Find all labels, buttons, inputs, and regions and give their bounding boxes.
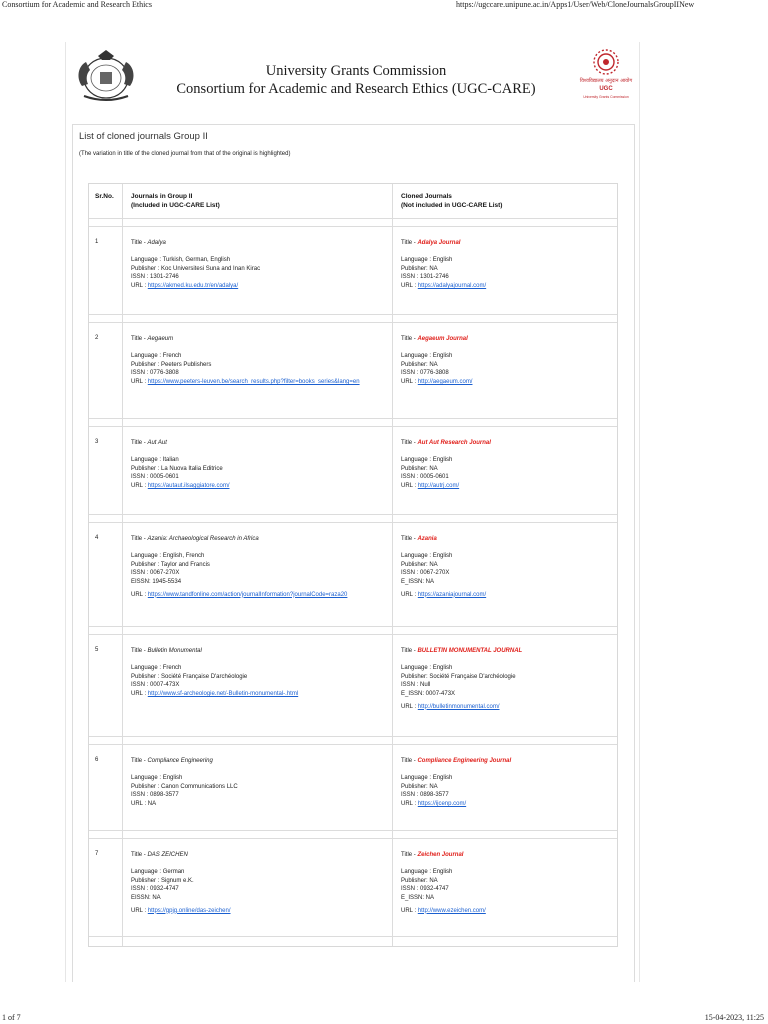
journal-language: Language : English <box>131 775 183 782</box>
journal-issn: ISSN : 0932-4747 <box>131 886 179 893</box>
clone-issn: ISSN : 0932-4747 <box>401 886 449 893</box>
clone-url-link[interactable]: http://www.ezeichen.com/ <box>417 907 486 914</box>
row-divider <box>89 736 617 737</box>
clone-url: URL : https://azaniajournal.com/ <box>401 591 487 598</box>
cloned-journal <box>401 335 611 387</box>
journal-publisher: Publisher : Société Française D'archéologie <box>131 673 248 680</box>
clone-url: URL : http://autrj.com/ <box>401 482 460 489</box>
journal-title: Title - Aegaeum <box>131 336 174 342</box>
row-divider <box>89 838 617 839</box>
journal-title: Title - Azania: Archaeological Research in Africa <box>131 536 259 542</box>
journal-issn: ISSN : 0067-270X <box>131 570 180 577</box>
clone-url: URL : http://www.ezeichen.com/ <box>401 907 486 914</box>
clone-url-link[interactable]: http://bulletinmonumental.com/ <box>417 703 500 710</box>
journal-language: Language : Italian <box>131 457 179 464</box>
journal-issn: ISSN : 1301-2746 <box>131 274 179 281</box>
header-cloned-line1: Cloned Journals <box>401 193 452 200</box>
journal-publisher: Publisher : Canon Communications LLC <box>131 783 238 790</box>
journal-url-link[interactable]: https://www.tandfonline.com/action/journalInformation?journalCode=raza20 <box>147 591 348 598</box>
original-journal <box>131 439 386 491</box>
clone-eissn: E_ISSN: 0007-473X <box>401 690 456 697</box>
row-divider <box>89 218 617 219</box>
clone-title: Title - Aegaeum Journal <box>401 336 468 342</box>
row-srno: 6 <box>95 757 99 763</box>
ugc-logo-hindi: विश्वविद्यालय अनुदान आयोग <box>579 78 633 84</box>
clone-url-link[interactable]: http://autrj.com/ <box>417 482 460 489</box>
journal-url: URL : NA <box>131 800 157 807</box>
clone-publisher: Publisher: NA <box>401 783 438 790</box>
clone-url-link[interactable]: http://aegaeum.com/ <box>417 378 473 385</box>
clone-language: Language : English <box>401 457 453 464</box>
banner <box>66 42 641 110</box>
journal-title: Title - Aut Aut <box>131 440 167 446</box>
journal-url-link[interactable]: https://autaut.ilsaggiatore.com/ <box>147 482 230 489</box>
journal-url: URL : https://www.tandfonline.com/action/journalInformation?journalCode=raza20 <box>131 591 348 598</box>
journal-eissn: EISSN: 1945-5534 <box>131 578 182 585</box>
journal-publisher: Publisher : Peeters Publishers <box>131 361 212 368</box>
row-srno: 1 <box>95 239 99 245</box>
row-divider <box>89 830 617 831</box>
clone-issn: ISSN : Null <box>401 682 431 689</box>
cloned-journal <box>401 439 611 491</box>
ugc-logo-icon <box>576 46 636 104</box>
journal-url: URL : https://www.peeters-leuven.be/search_results.php?filter=books_series&lang=en <box>131 378 360 385</box>
page-count: 1 of 7 <box>2 1013 21 1022</box>
section-title: List of cloned journals Group II <box>79 131 208 142</box>
journal-language: Language : German <box>131 869 185 876</box>
clone-issn: ISSN : 0776-3808 <box>401 370 449 377</box>
row-srno: 4 <box>95 535 99 541</box>
journal-language: Language : English, French <box>131 553 205 560</box>
journal-url-link[interactable]: https://akmed.ku.edu.tr/en/adalya/ <box>147 282 239 289</box>
journal-url-link[interactable]: https://www.peeters-leuven.be/search_results.php?filter=books_series&lang=en <box>147 378 360 385</box>
banner-title <box>156 62 556 98</box>
original-journal <box>131 851 386 915</box>
cloned-journal <box>401 535 611 599</box>
journal-language: Language : French <box>131 665 182 672</box>
clone-language: Language : English <box>401 553 453 560</box>
clone-eissn: E_ISSN: NA <box>401 578 435 585</box>
journal-issn: ISSN : 0898-3577 <box>131 792 179 799</box>
row-divider <box>89 426 617 427</box>
print-timestamp: 15-04-2023, 11:25 <box>704 1013 764 1022</box>
clone-issn: ISSN : 0898-3577 <box>401 792 449 799</box>
clone-publisher: Publisher: NA <box>401 465 438 472</box>
clone-url: URL : http://aegaeum.com/ <box>401 378 473 385</box>
row-divider <box>89 634 617 635</box>
journal-title: Title - Bulletin Monumental <box>131 648 202 654</box>
column-divider <box>392 184 393 946</box>
original-journal <box>131 239 386 291</box>
clone-issn: ISSN : 0005-0601 <box>401 474 449 481</box>
clone-language: Language : English <box>401 353 453 360</box>
clone-url: URL : http://bulletinmonumental.com/ <box>401 703 500 710</box>
section-subtitle: (The variation in title of the cloned journal from that of the original is highlighted) <box>79 151 291 157</box>
clone-url: URL : https://adalyajournal.com/ <box>401 282 487 289</box>
clone-url-link[interactable]: https://azaniajournal.com/ <box>417 591 487 598</box>
header-group2-line2: (Included in UGC-CARE List) <box>131 202 220 209</box>
clone-title: Title - Aut Aut Research Journal <box>401 440 491 446</box>
row-divider <box>89 418 617 419</box>
cloned-journal <box>401 647 611 711</box>
clone-language: Language : English <box>401 775 453 782</box>
clone-language: Language : English <box>401 869 453 876</box>
journal-url-link[interactable]: http://www.sf-archeologie.net/-Bulletin-monumental-.html <box>147 690 299 697</box>
clone-eissn: E_ISSN: NA <box>401 894 435 901</box>
row-divider <box>89 322 617 323</box>
row-srno: 5 <box>95 647 99 653</box>
clone-publisher: Publisher: NA <box>401 265 438 272</box>
journal-url-link[interactable]: https://gpjg.online/das-zeichen/ <box>147 907 231 914</box>
clone-title: Title - Azania <box>401 536 437 542</box>
header-cloned-line2: (Not included in UGC-CARE List) <box>401 202 503 209</box>
journal-issn: ISSN : 0007-473X <box>131 682 180 689</box>
journal-url: URL : http://www.sf-archeologie.net/-Bulletin-monumental-.html <box>131 690 299 697</box>
ugc-logo-caption: University Grants Commission <box>583 95 629 99</box>
journal-issn: ISSN : 0776-3808 <box>131 370 179 377</box>
ugc-logo-abbrev: UGC <box>599 86 613 92</box>
column-divider <box>122 184 123 946</box>
journal-url: URL : https://akmed.ku.edu.tr/en/adalya/ <box>131 282 239 289</box>
original-journal <box>131 757 386 809</box>
clone-url: URL : https://ijcenp.com/ <box>401 800 467 807</box>
clone-publisher: Publisher: NA <box>401 877 438 884</box>
journal-language: Language : French <box>131 353 182 360</box>
original-journal <box>131 647 386 699</box>
clone-language: Language : English <box>401 665 453 672</box>
row-divider <box>89 626 617 627</box>
journals-table <box>88 183 618 947</box>
row-srno: 2 <box>95 335 99 341</box>
cloned-journal <box>401 851 611 915</box>
clone-issn: ISSN : 1301-2746 <box>401 274 449 281</box>
journal-title: Title - DAS ZEICHEN <box>131 852 188 858</box>
journal-publisher: Publisher : La Nuova Italia Editrice <box>131 465 223 472</box>
original-journal <box>131 535 386 599</box>
document-page <box>65 42 640 982</box>
clone-issn: ISSN : 0067-270X <box>401 570 450 577</box>
print-header-title: Consortium for Academic and Research Ethics <box>2 0 152 9</box>
banner-title-line2: Consortium for Academic and Research Ethics (UGC-CARE) <box>176 81 536 97</box>
print-header <box>0 0 768 10</box>
clone-publisher: Publisher: Société Française D'archéologie <box>401 673 516 680</box>
row-srno: 3 <box>95 439 99 445</box>
banner-title-line1: University Grants Commission <box>265 63 447 79</box>
clone-url-link[interactable]: https://ijcenp.com/ <box>417 800 467 807</box>
clone-title: Title - Adalya Journal <box>401 240 461 246</box>
header-cloned <box>401 192 502 210</box>
journal-publisher: Publisher : Taylor and Francis <box>131 561 210 568</box>
header-group2-line1: Journals in Group II <box>131 193 193 200</box>
row-divider <box>89 936 617 937</box>
cloned-journal <box>401 757 611 809</box>
emblem-seal-icon <box>74 48 138 104</box>
journal-title: Title - Compliance Engineering <box>131 758 213 764</box>
clone-publisher: Publisher: NA <box>401 361 438 368</box>
row-srno: 7 <box>95 851 99 857</box>
original-journal <box>131 335 386 387</box>
cloned-journal <box>401 239 611 291</box>
row-divider <box>89 314 617 315</box>
journal-title: Title - Adalya <box>131 240 166 246</box>
clone-language: Language : English <box>401 257 453 264</box>
header-srno: Sr.No. <box>95 193 114 200</box>
print-footer <box>0 1013 768 1024</box>
row-divider <box>89 514 617 515</box>
journal-publisher: Publisher : Signum e.K. <box>131 877 194 884</box>
row-divider <box>89 226 617 227</box>
print-header-url: https://ugccare.unipune.ac.in/Apps1/User/Web/CloneJournalsGroupIINew <box>456 0 695 9</box>
clone-title: Title - Compliance Engineering Journal <box>401 758 512 764</box>
journal-url: URL : https://autaut.ilsaggiatore.com/ <box>131 482 230 489</box>
journal-eissn: EISSN: NA <box>131 894 161 901</box>
journal-language: Language : Turkish, German, English <box>131 257 231 264</box>
journal-publisher: Publisher : Koc Universitesi Suna and Inan Kirac <box>131 265 261 272</box>
clone-title: Title - Zeichen Journal <box>401 852 464 858</box>
clone-url-link[interactable]: https://adalyajournal.com/ <box>417 282 487 289</box>
clone-title: Title - BULLETIN MONUMENTAL JOURNAL <box>401 648 523 654</box>
cloned-journals-panel <box>72 124 635 982</box>
row-divider <box>89 744 617 745</box>
journal-url: URL : https://gpjg.online/das-zeichen/ <box>131 907 231 914</box>
journal-issn: ISSN : 0005-0601 <box>131 474 179 481</box>
header-group2 <box>131 192 220 210</box>
row-divider <box>89 522 617 523</box>
clone-publisher: Publisher: NA <box>401 561 438 568</box>
